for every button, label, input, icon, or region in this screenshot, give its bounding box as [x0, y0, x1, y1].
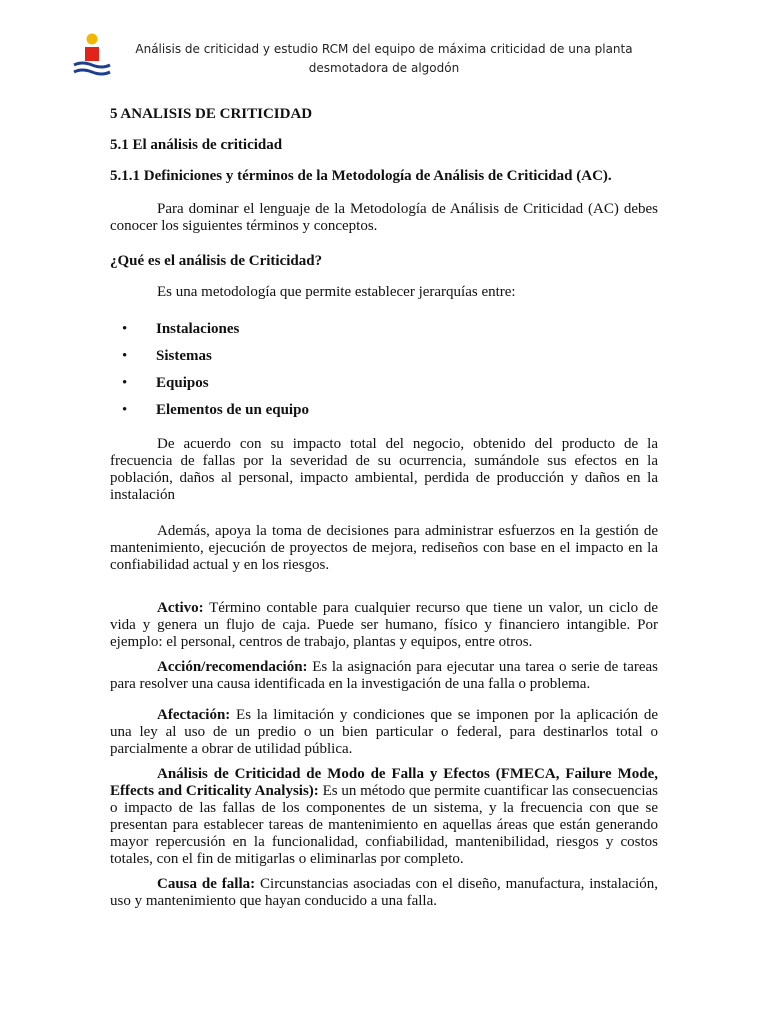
running-header-line-1: Análisis de criticidad y estudio RCM del equipo de máxima criticidad de una planta [135, 42, 633, 56]
running-header [128, 40, 640, 78]
list-item-label: Sistemas [156, 348, 212, 364]
bullet-icon: • [122, 402, 128, 418]
definition-term: Afectación: [157, 707, 231, 723]
subsection-title: 5.1 El análisis de criticidad [110, 137, 283, 153]
university-logo-icon [72, 33, 112, 77]
definition-text: Es la asignación para ejecutar una tarea o serie de tareas para resolver una causa identificada en la investigación de una falla o problema. [110, 659, 658, 692]
list-item-label: Elementos de un equipo [156, 402, 309, 418]
definition-term: Análisis de Criticidad de Modo de Falla y Efectos (FMECA, Failure Mode, Effects and Criticality Analysis): [110, 766, 658, 799]
definition-text: Término contable para cualquier recurso que tiene un valor, un ciclo de vida y genera un flujo de caja. Puede ser humano, físico y financiero intangible. Por ejemplo: el personal, centros de trabajo, plantas y equipos, entre otros. [110, 600, 658, 650]
list-item [110, 402, 658, 419]
list-item [110, 348, 658, 375]
bullet-icon: • [122, 375, 128, 391]
list-item [110, 321, 658, 348]
definition-term: Acción/recomendación: [157, 659, 308, 675]
document-body [110, 106, 658, 910]
definition-text: Es un método que permite cuantificar las consecuencias o impacto de las fallas de los componentes de un sistema, y la frecuencia con que se presentan para establecer tareas de mantenimiento en aquellas áreas que están generando mayor repercusión en la funcionalidad, confiabilidad, mantenibilidad, riesgos y costos totales, con el fin de mitigarlas o eliminarlas por completo. [110, 783, 658, 867]
definition-fmeca [110, 766, 658, 868]
definition-causa [110, 876, 658, 910]
list-item-label: Equipos [156, 375, 209, 391]
impact-paragraph: De acuerdo con su impacto total del negocio, obtenido del producto de la frecuencia de fallas por la severidad de su ocurrencia, sumándole sus efectos en la población, daños al personal, impacto ambiental, perdida de producción y daños en la instalación [110, 436, 658, 503]
intro-paragraph: Para dominar el lenguaje de la Metodología de Análisis de Criticidad (AC) debes conocer los siguientes términos y conceptos. [110, 201, 658, 234]
definition-term: Causa de falla: [157, 876, 256, 892]
bullet-icon: • [122, 321, 128, 337]
list-item-label: Instalaciones [156, 321, 240, 337]
question-answer: Es una metodología que permite establecer jerarquías entre: [157, 284, 516, 300]
subsubsection-title: 5.1.1 Definiciones y términos de la Metodología de Análisis de Criticidad (AC). [110, 168, 612, 184]
support-paragraph: Además, apoya la toma de decisiones para administrar esfuerzos en la gestión de mantenimiento, ejecución de proyectos de mejora, rediseños con base en el impacto en la confiabilidad actual y en los riesgos. [110, 523, 658, 573]
hierarchy-list [110, 321, 658, 419]
definition-activo [110, 600, 658, 651]
question-heading: ¿Qué es el análisis de Criticidad? [110, 253, 323, 269]
list-item [110, 375, 658, 402]
definition-accion [110, 659, 658, 693]
section-title: 5 ANALISIS DE CRITICIDAD [110, 106, 313, 122]
definition-term: Activo: [157, 600, 204, 616]
definition-text: Es la limitación y condiciones que se imponen por la aplicación de una ley al uso de un predio o un bien particular o federal, para destinarlos total o parcialmente a obrar de utilidad pública. [110, 707, 658, 757]
definition-text: Circunstancias asociadas con el diseño, manufactura, instalación, uso y mantenimiento que hayan conducido a una falla. [110, 876, 658, 909]
definition-afectacion [110, 707, 658, 758]
bullet-icon: • [122, 348, 128, 364]
running-header-line-2: desmotadora de algodón [308, 61, 460, 75]
